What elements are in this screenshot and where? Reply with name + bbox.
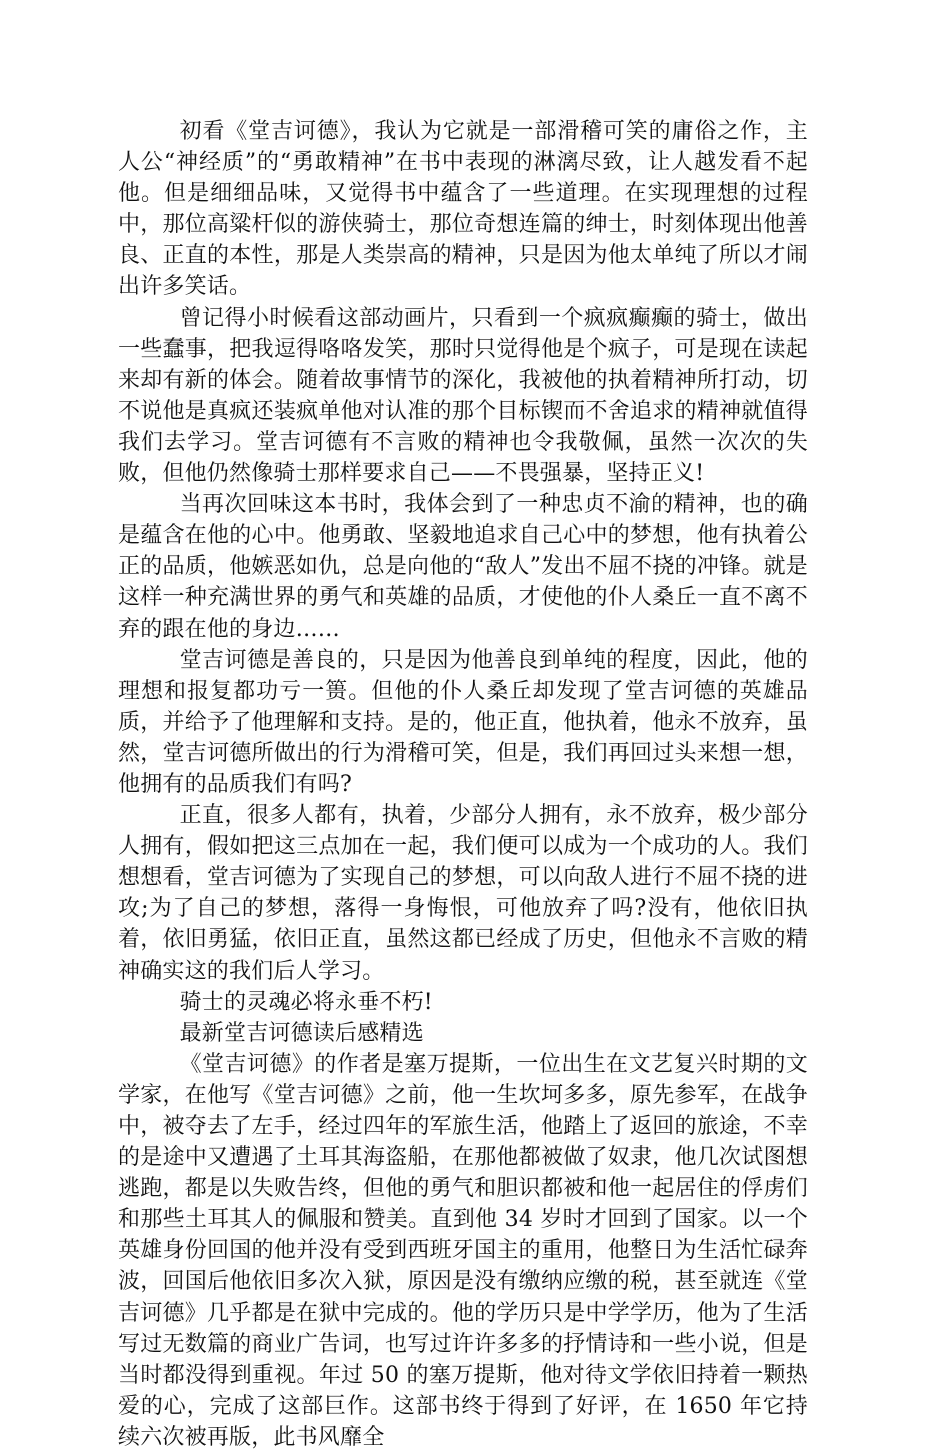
paragraph-2: 曾记得小时候看这部动画片，只看到一个疯疯癫癫的骑士，做出一些蠢事，把我逗得咯咯发笑，那时只觉得他是个疯子，可是现在读起来却有新的体会。随着故事情节的深化，我被他的执着精神所打动，切不说他是真疯还装疯单他对认准的那个目标锲而不舍追求的精神就值得我们去学习。堂吉诃德有不言败的精神也令我敬佩，虽然一次次的失败，但他仍然像骑士那样要求自己——不畏强暴，坚持正义! [118,305,808,487]
paragraph-5: 正直，很多人都有，执着，少部分人拥有，永不放弃，极少部分人拥有，假如把这三点加在一起，我们便可以成为一个成功的人。我们想想看，堂吉诃德为了实现自己的梦想，可以向敌人进行不屈不挠的进攻;为了自己的梦想，落得一身悔恨，可他放弃了吗?没有，他依旧执着，依旧勇猛，依旧正直，虽然这都已经成了历史，但他永不言败的精神确实这的我们后人学习。 [118,803,808,984]
paragraph-6: 骑士的灵魂必将永垂不朽! [179,989,433,1015]
document-body [118,116,808,1453]
section-heading: 最新堂吉诃德读后感精选 [179,1020,424,1046]
paragraph-4: 堂吉诃德是善良的，只是因为他善良到单纯的程度，因此，他的理想和报复都功亏一篑。但他的仆人桑丘却发现了堂吉诃德的英雄品质，并给予了他理解和支持。是的，他正直，他执着，他永不放弃，虽然，堂吉诃德所做出的行为滑稽可笑，但是，我们再回过头来想一想，他拥有的品质我们有吗? [118,647,808,797]
paragraph-1: 初看《堂吉诃德》，我认为它就是一部滑稽可笑的庸俗之作，主人公“神经质”的“勇敢精神”在书中表现的淋漓尽致，让人越发看不起他。但是细细品味，又觉得书中蕴含了一些道理。在实现理想的过程中，那位高粱杆似的游侠骑士，那位奇想连篇的绅士，时刻体现出他善良、正直的本性，那是人类崇高的精神，只是因为他太单纯了所以才闹出许多笑话。 [118,119,808,300]
paragraph-3: 当再次回味这本书时，我体会到了一种忠贞不渝的精神，也的确是蕴含在他的心中。他勇敢、坚毅地追求自己心中的梦想，他有执着公正的品质，他嫉恶如仇，总是向他的“敌人”发出不屈不挠的冲锋。就是这样一种充满世界的勇气和英雄的品质，才使他的仆人桑丘一直不离不弃的跟在他的身边…… [118,492,808,642]
paragraph-7: 《堂吉诃德》的作者是塞万提斯，一位出生在文艺复兴时期的文学家，在他写《堂吉诃德》之前，他一生坎坷多多，原先参军，在战争中，被夺去了左手，经过四年的军旅生活，他踏上了返回的旅途，不幸的是途中又遭遇了土耳其海盗船，在那他都被做了奴隶，他几次试图想逃跑，都是以失败告终，但他的勇气和胆识都被和他一起居住的俘虏们和那些土耳其人的佩服和赞美。直到他 34 岁时才回到了国家。以一个英雄身份回国的他并没有受到西班牙国主的重用，他整日为生活忙碌奔波，回国后他依旧多次入狱，原因是没有缴纳应缴的税，甚至就连《堂吉诃德》几乎都是在狱中完成的。他的学历只是中学学历，他为了生活写过无数篇的商业广告词，也写过许许多多的抒情诗和一些小说，但是当时都没得到重视。年过 50 的塞万提斯，他对待文学依旧持着一颗热爱的心，完成了这部巨作。这部书终于得到了好评，在 1650 年它持续六次被再版，此书风靡全 [118,1051,808,1450]
